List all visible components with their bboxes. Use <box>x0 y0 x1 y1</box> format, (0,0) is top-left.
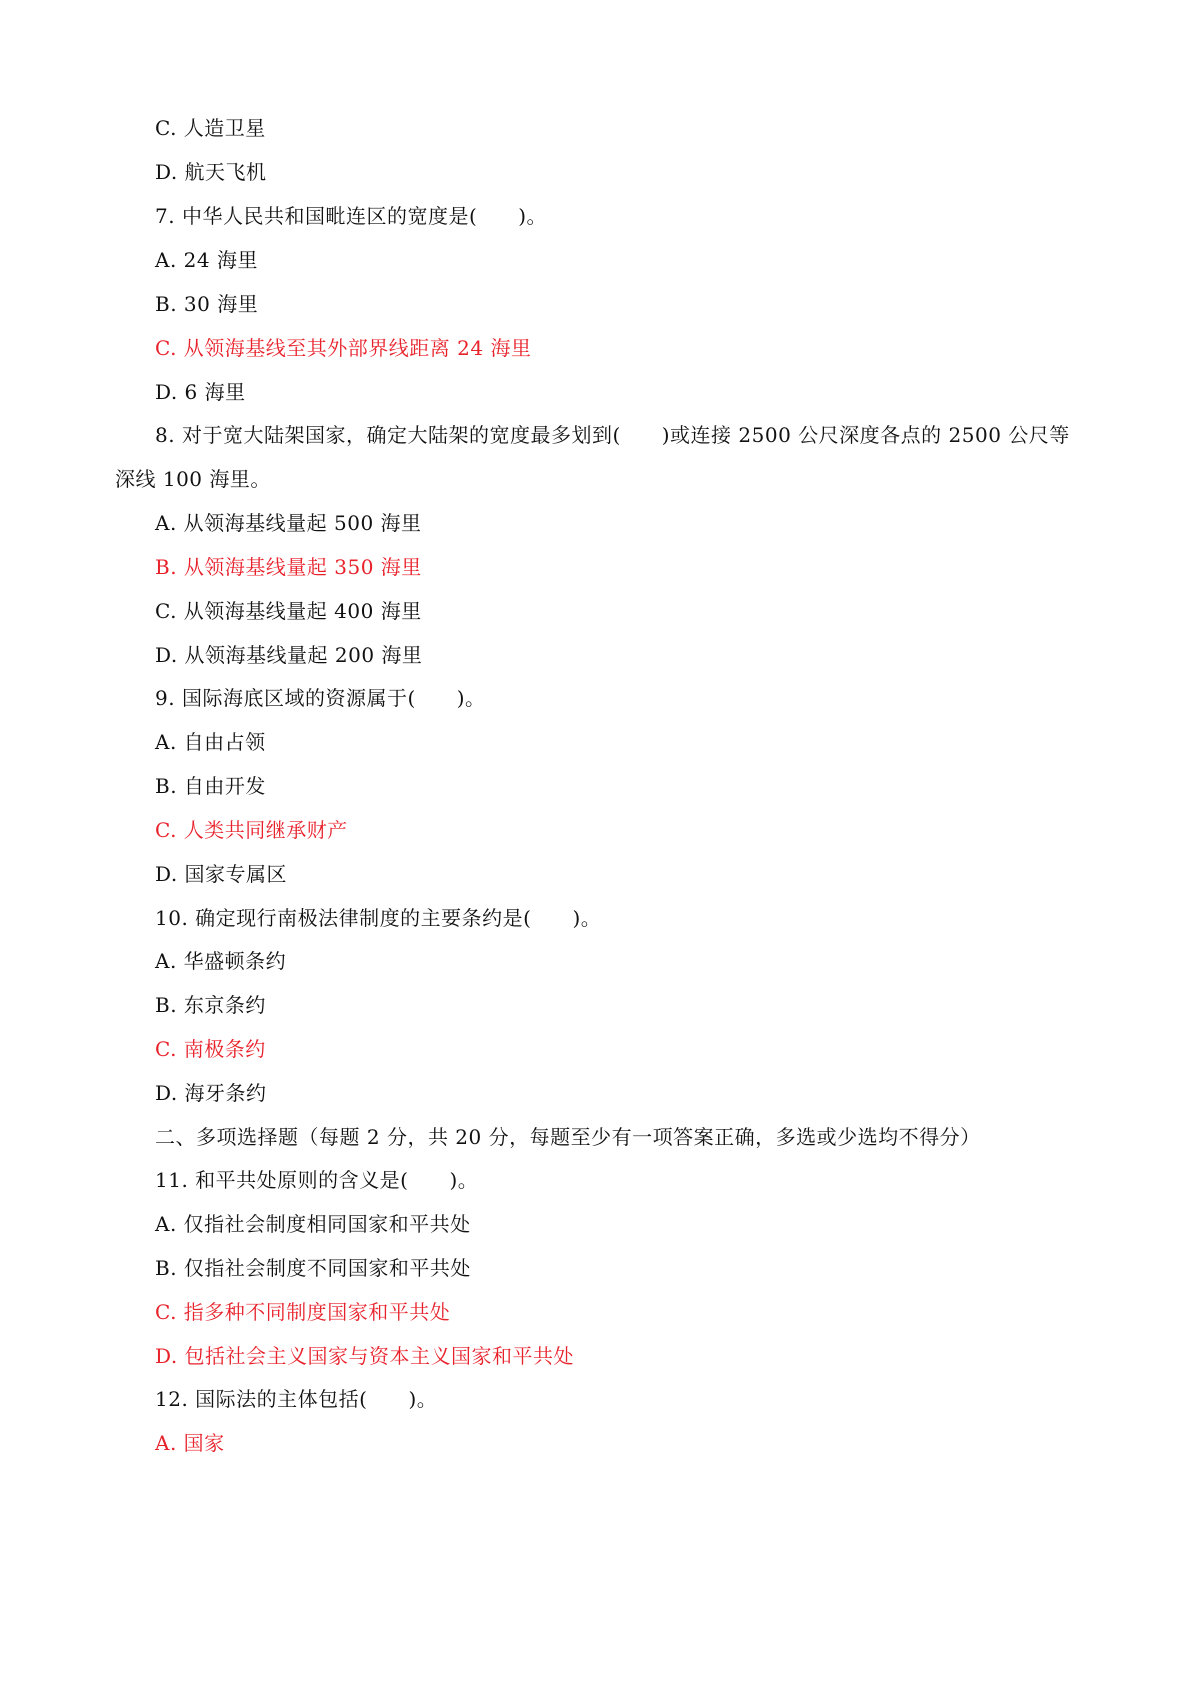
question-9: 9. 国际海底区域的资源属于( )。 <box>155 686 486 710</box>
option-9c-answer: C. 人类共同继承财产 <box>155 818 348 842</box>
question-11: 11. 和平共处原则的含义是( )。 <box>155 1168 479 1192</box>
question-10: 10. 确定现行南极法律制度的主要条约是( )。 <box>155 906 602 930</box>
option-8b-answer: B. 从领海基线量起 350 海里 <box>155 555 422 579</box>
option-8a: A. 从领海基线量起 500 海里 <box>155 511 422 535</box>
option-8c: C. 从领海基线量起 400 海里 <box>155 599 422 623</box>
option-7d: D. 6 海里 <box>155 380 246 404</box>
question-12: 12. 国际法的主体包括( )。 <box>155 1387 438 1411</box>
option-10d: D. 海牙条约 <box>155 1081 267 1105</box>
question-8: 8. 对于宽大陆架国家，确定大陆架的宽度最多划到( )或连接 2500 公尺深度各点的 2500 公尺等 <box>155 423 1070 447</box>
option-9b: B. 自由开发 <box>155 774 266 798</box>
option-11b: B. 仅指社会制度不同国家和平共处 <box>155 1256 471 1280</box>
question-8-continued: 深线 100 海里。 <box>115 467 271 491</box>
option-10a: A. 华盛顿条约 <box>155 949 287 973</box>
option-11a: A. 仅指社会制度相同国家和平共处 <box>155 1212 471 1236</box>
option-11d-answer: D. 包括社会主义国家与资本主义国家和平共处 <box>155 1344 575 1368</box>
option-7a: A. 24 海里 <box>155 248 258 272</box>
option-8d: D. 从领海基线量起 200 海里 <box>155 643 423 667</box>
option-6c: C. 人造卫星 <box>155 116 266 140</box>
option-9d: D. 国家专属区 <box>155 862 288 886</box>
section-heading-multiple-choice: 二、多项选择题（每题 2 分，共 20 分，每题至少有一项答案正确，多选或少选均不得分） <box>155 1125 981 1149</box>
option-6d: D. 航天飞机 <box>155 160 267 184</box>
option-7b: B. 30 海里 <box>155 292 259 316</box>
option-10c-answer: C. 南极条约 <box>155 1037 266 1061</box>
option-9a: A. 自由占领 <box>155 730 266 754</box>
option-10b: B. 东京条约 <box>155 993 266 1017</box>
option-12a-answer: A. 国家 <box>155 1431 225 1455</box>
question-7: 7. 中华人民共和国毗连区的宽度是( )。 <box>155 204 548 228</box>
option-11c-answer: C. 指多种不同制度国家和平共处 <box>155 1300 451 1324</box>
option-7c-answer: C. 从领海基线至其外部界线距离 24 海里 <box>155 336 532 360</box>
